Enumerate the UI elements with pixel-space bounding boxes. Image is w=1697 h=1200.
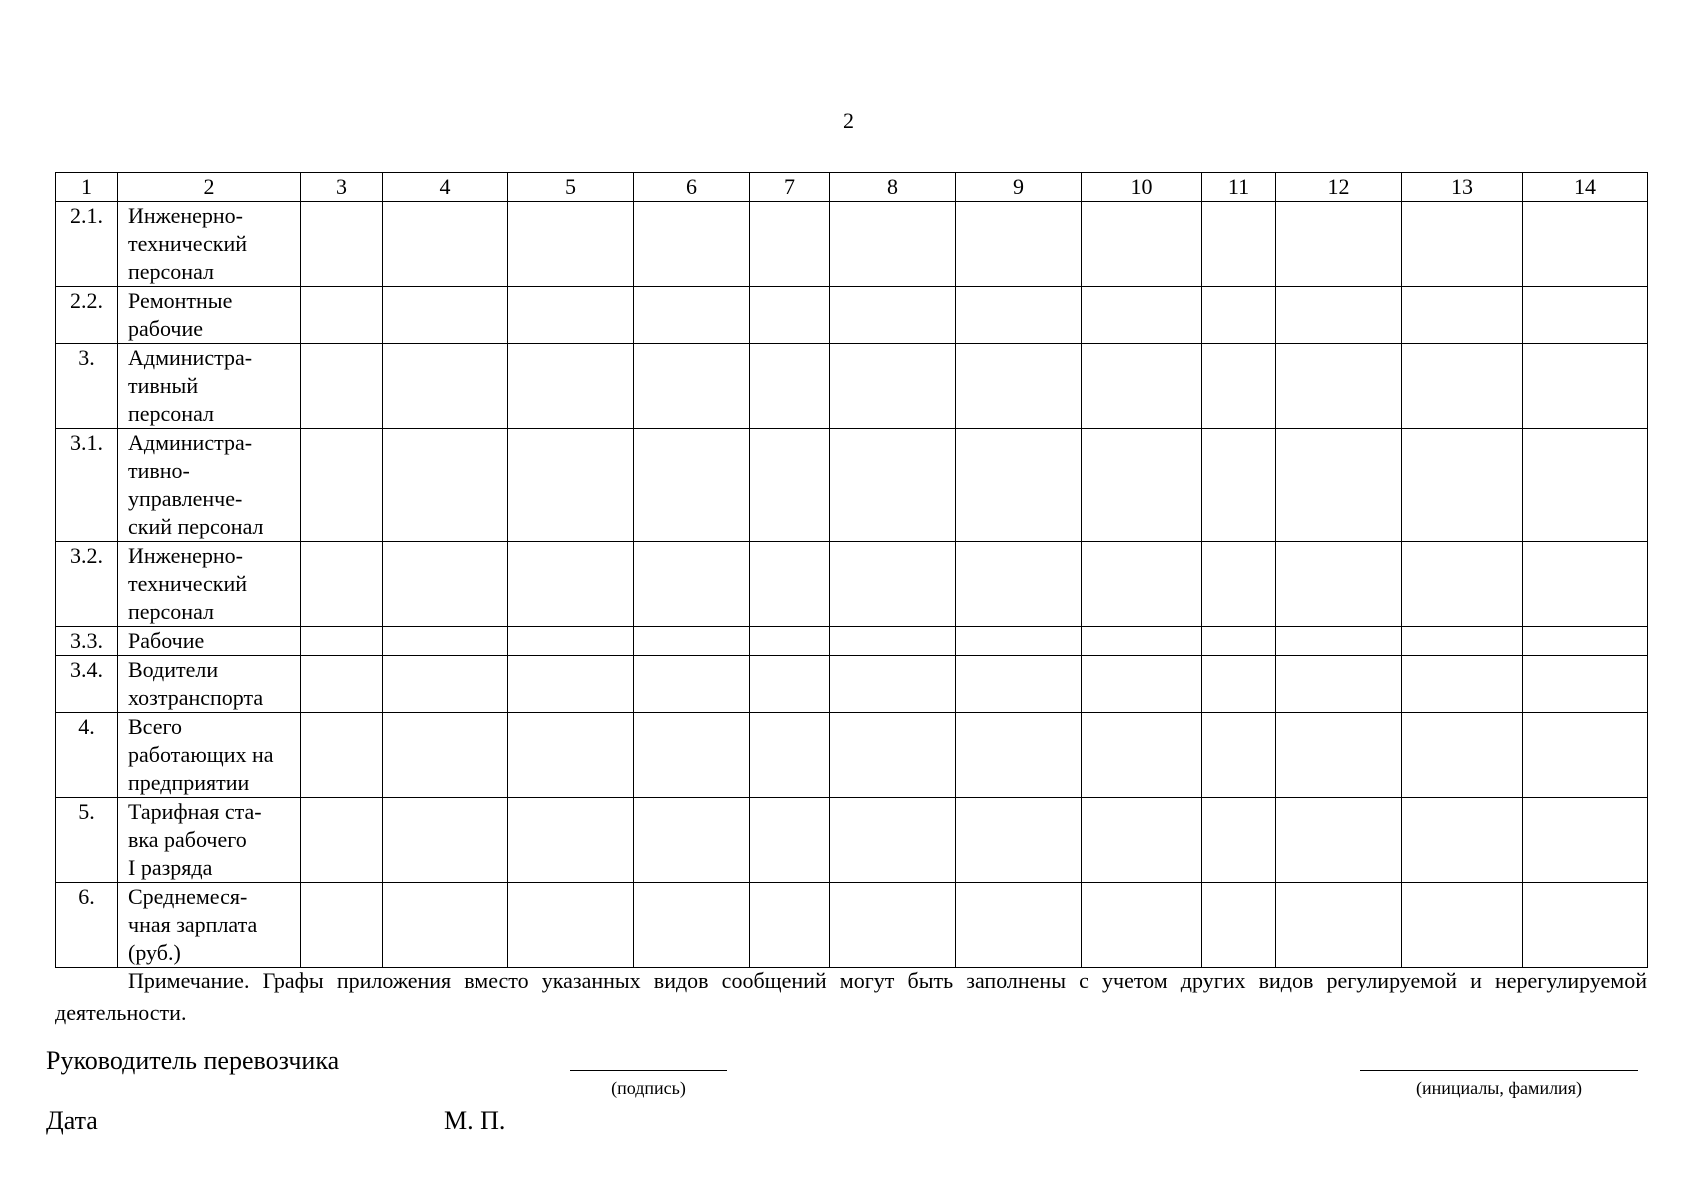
data-cell bbox=[301, 344, 383, 429]
data-cell bbox=[301, 287, 383, 344]
data-cell bbox=[1276, 344, 1402, 429]
row-number: 3.1. bbox=[56, 429, 118, 542]
data-cell bbox=[1402, 798, 1523, 883]
row-label bbox=[118, 656, 301, 713]
header-row bbox=[56, 173, 1648, 202]
data-cell bbox=[1202, 713, 1276, 798]
data-cell bbox=[508, 287, 634, 344]
data-cell bbox=[1402, 883, 1523, 968]
data-cell bbox=[1202, 798, 1276, 883]
row-label-line: тивный bbox=[128, 373, 199, 398]
data-cell bbox=[634, 627, 750, 656]
data-cell bbox=[1082, 344, 1202, 429]
row-label-line: управленче- bbox=[128, 486, 243, 511]
data-cell bbox=[1276, 798, 1402, 883]
data-cell bbox=[830, 344, 956, 429]
data-cell bbox=[508, 627, 634, 656]
data-cell bbox=[956, 656, 1082, 713]
data-cell bbox=[830, 713, 956, 798]
data-cell bbox=[634, 344, 750, 429]
data-cell bbox=[830, 429, 956, 542]
signature-label: Руководитель перевозчика bbox=[46, 1046, 340, 1075]
data-cell bbox=[1276, 656, 1402, 713]
column-number: 11 bbox=[1202, 173, 1276, 202]
signature-caption: (подпись) bbox=[611, 1078, 686, 1098]
data-cell bbox=[956, 542, 1082, 627]
row-number: 2.1. bbox=[56, 202, 118, 287]
row-label-line: Администра- bbox=[128, 345, 253, 370]
data-cell bbox=[301, 542, 383, 627]
row-label bbox=[118, 202, 301, 287]
row-label-line: тивно- bbox=[128, 458, 190, 483]
row-label-line: хозтранспорта bbox=[128, 685, 264, 710]
data-cell bbox=[1082, 542, 1202, 627]
row-label-line: персонал bbox=[128, 401, 215, 426]
data-cell bbox=[1523, 542, 1648, 627]
data-cell bbox=[1523, 656, 1648, 713]
data-cell bbox=[1202, 202, 1276, 287]
data-cell bbox=[383, 713, 508, 798]
data-cell bbox=[956, 344, 1082, 429]
data-cell bbox=[1402, 344, 1523, 429]
data-cell bbox=[956, 429, 1082, 542]
data-cell bbox=[1082, 627, 1202, 656]
data-cell bbox=[956, 627, 1082, 656]
data-cell bbox=[750, 344, 830, 429]
data-cell bbox=[830, 202, 956, 287]
data-cell bbox=[830, 287, 956, 344]
table-row bbox=[56, 627, 1648, 656]
data-cell bbox=[750, 656, 830, 713]
column-number: 9 bbox=[956, 173, 1082, 202]
data-cell bbox=[1202, 656, 1276, 713]
row-label bbox=[118, 542, 301, 627]
data-cell bbox=[508, 542, 634, 627]
row-label bbox=[118, 627, 301, 656]
data-cell bbox=[830, 798, 956, 883]
data-cell bbox=[750, 627, 830, 656]
data-cell bbox=[1082, 287, 1202, 344]
row-label-line: Ремонтные bbox=[128, 288, 233, 313]
data-cell bbox=[301, 656, 383, 713]
data-cell bbox=[1402, 713, 1523, 798]
data-cell bbox=[1402, 627, 1523, 656]
row-label bbox=[118, 883, 301, 968]
data-cell bbox=[634, 287, 750, 344]
column-number: 5 bbox=[508, 173, 634, 202]
data-cell bbox=[956, 287, 1082, 344]
data-cell bbox=[956, 713, 1082, 798]
data-cell bbox=[1276, 202, 1402, 287]
data-cell bbox=[1202, 344, 1276, 429]
data-cell bbox=[301, 429, 383, 542]
data-cell bbox=[1402, 656, 1523, 713]
date-label: Дата bbox=[46, 1106, 98, 1135]
data-cell bbox=[634, 542, 750, 627]
row-label bbox=[118, 429, 301, 542]
row-label-line: (руб.) bbox=[128, 940, 181, 965]
row-label-line: вка рабочего bbox=[128, 827, 247, 852]
data-cell bbox=[634, 883, 750, 968]
row-number: 3. bbox=[56, 344, 118, 429]
data-cell bbox=[750, 798, 830, 883]
data-cell bbox=[1523, 798, 1648, 883]
data-cell bbox=[634, 713, 750, 798]
column-number: 4 bbox=[383, 173, 508, 202]
data-cell bbox=[830, 656, 956, 713]
data-cell bbox=[1082, 429, 1202, 542]
data-cell bbox=[508, 883, 634, 968]
row-label bbox=[118, 713, 301, 798]
row-label-line: Всего bbox=[128, 714, 182, 739]
row-number: 3.3. bbox=[56, 627, 118, 656]
data-cell bbox=[1402, 202, 1523, 287]
table-row bbox=[56, 202, 1648, 287]
data-cell bbox=[383, 883, 508, 968]
row-number: 2.2. bbox=[56, 287, 118, 344]
row-number: 4. bbox=[56, 713, 118, 798]
row-label bbox=[118, 287, 301, 344]
data-cell bbox=[634, 202, 750, 287]
data-cell bbox=[750, 429, 830, 542]
column-number: 1 bbox=[56, 173, 118, 202]
row-label-line: Инженерно- bbox=[128, 203, 243, 228]
row-label bbox=[118, 344, 301, 429]
data-cell bbox=[1202, 287, 1276, 344]
column-number: 7 bbox=[750, 173, 830, 202]
data-cell bbox=[1402, 429, 1523, 542]
data-cell bbox=[750, 542, 830, 627]
row-number: 3.4. bbox=[56, 656, 118, 713]
table-note: Примечание. Графы приложения вместо указанных видов сообщений могут быть заполнены с учетом других видов регулируемой и нерегулируемой деятельности. bbox=[55, 968, 1647, 1025]
data-cell bbox=[1523, 713, 1648, 798]
data-cell bbox=[1523, 627, 1648, 656]
column-number: 3 bbox=[301, 173, 383, 202]
row-label-line: технический bbox=[128, 231, 248, 256]
page-number: 2 bbox=[843, 108, 854, 133]
data-cell bbox=[750, 713, 830, 798]
data-cell bbox=[1276, 287, 1402, 344]
column-number: 8 bbox=[830, 173, 956, 202]
data-cell bbox=[301, 202, 383, 287]
data-cell bbox=[383, 202, 508, 287]
table-row bbox=[56, 656, 1648, 713]
row-number: 5. bbox=[56, 798, 118, 883]
data-cell bbox=[1202, 627, 1276, 656]
table-row bbox=[56, 713, 1648, 798]
data-cell bbox=[1523, 344, 1648, 429]
column-number: 13 bbox=[1402, 173, 1523, 202]
name-caption: (инициалы, фамилия) bbox=[1416, 1078, 1582, 1098]
data-cell bbox=[1082, 202, 1202, 287]
row-label-line: предприятии bbox=[128, 770, 250, 795]
data-cell bbox=[1276, 713, 1402, 798]
name-line bbox=[1360, 1070, 1638, 1071]
data-cell bbox=[301, 883, 383, 968]
row-label-line: Рабочие bbox=[128, 628, 205, 653]
data-cell bbox=[1082, 798, 1202, 883]
table-row bbox=[56, 542, 1648, 627]
row-label bbox=[118, 798, 301, 883]
row-label-line: Администра- bbox=[128, 430, 253, 455]
row-label-line: Тарифная ста- bbox=[128, 799, 262, 824]
row-number: 6. bbox=[56, 883, 118, 968]
data-cell bbox=[1523, 883, 1648, 968]
data-cell bbox=[508, 713, 634, 798]
row-label-line: рабочие bbox=[128, 316, 203, 341]
row-label-line: персонал bbox=[128, 259, 215, 284]
data-cell bbox=[301, 798, 383, 883]
data-cell bbox=[1082, 656, 1202, 713]
data-cell bbox=[956, 202, 1082, 287]
data-cell bbox=[301, 713, 383, 798]
column-number: 10 bbox=[1082, 173, 1202, 202]
data-cell bbox=[1276, 627, 1402, 656]
row-label-line: персонал bbox=[128, 599, 215, 624]
data-cell bbox=[508, 344, 634, 429]
data-cell bbox=[1082, 883, 1202, 968]
column-number: 14 bbox=[1523, 173, 1648, 202]
stamp-label: М. П. bbox=[444, 1106, 506, 1135]
table-row bbox=[56, 344, 1648, 429]
table-row bbox=[56, 429, 1648, 542]
signature-line bbox=[570, 1070, 727, 1071]
row-label-line: Среднемеся- bbox=[128, 884, 248, 909]
data-cell bbox=[1523, 287, 1648, 344]
data-cell bbox=[383, 287, 508, 344]
row-label-line: технический bbox=[128, 571, 248, 596]
data-cell bbox=[383, 798, 508, 883]
data-cell bbox=[956, 798, 1082, 883]
data-cell bbox=[1402, 542, 1523, 627]
data-cell bbox=[383, 627, 508, 656]
data-cell bbox=[383, 344, 508, 429]
data-cell bbox=[634, 429, 750, 542]
column-number: 12 bbox=[1276, 173, 1402, 202]
row-number: 3.2. bbox=[56, 542, 118, 627]
data-cell bbox=[508, 429, 634, 542]
data-cell bbox=[1523, 202, 1648, 287]
data-cell bbox=[508, 202, 634, 287]
data-cell bbox=[956, 883, 1082, 968]
data-cell bbox=[634, 656, 750, 713]
data-cell bbox=[1202, 883, 1276, 968]
row-label-line: Инженерно- bbox=[128, 543, 243, 568]
data-cell bbox=[383, 429, 508, 542]
column-number: 2 bbox=[118, 173, 301, 202]
data-cell bbox=[750, 287, 830, 344]
data-cell bbox=[508, 656, 634, 713]
table-row bbox=[56, 883, 1648, 968]
data-cell bbox=[301, 627, 383, 656]
data-cell bbox=[750, 202, 830, 287]
row-label-line: работающих на bbox=[128, 742, 274, 767]
data-cell bbox=[1276, 429, 1402, 542]
data-cell bbox=[1202, 542, 1276, 627]
data-cell bbox=[1523, 429, 1648, 542]
data-cell bbox=[830, 542, 956, 627]
data-cell bbox=[1276, 883, 1402, 968]
data-cell bbox=[383, 542, 508, 627]
data-cell bbox=[1082, 713, 1202, 798]
data-cell bbox=[383, 656, 508, 713]
row-label-line: I разряда bbox=[128, 855, 213, 880]
row-label-line: чная зарплата bbox=[128, 912, 258, 937]
column-number: 6 bbox=[634, 173, 750, 202]
report-table bbox=[55, 172, 1648, 968]
data-cell bbox=[1202, 429, 1276, 542]
data-cell bbox=[1276, 542, 1402, 627]
data-cell bbox=[508, 798, 634, 883]
table-row bbox=[56, 287, 1648, 344]
data-cell bbox=[634, 798, 750, 883]
table-row bbox=[56, 798, 1648, 883]
row-label-line: ский персонал bbox=[128, 514, 264, 539]
data-cell bbox=[1402, 287, 1523, 344]
data-cell bbox=[750, 883, 830, 968]
row-label-line: Водители bbox=[128, 657, 219, 682]
data-cell bbox=[830, 627, 956, 656]
data-cell bbox=[830, 883, 956, 968]
